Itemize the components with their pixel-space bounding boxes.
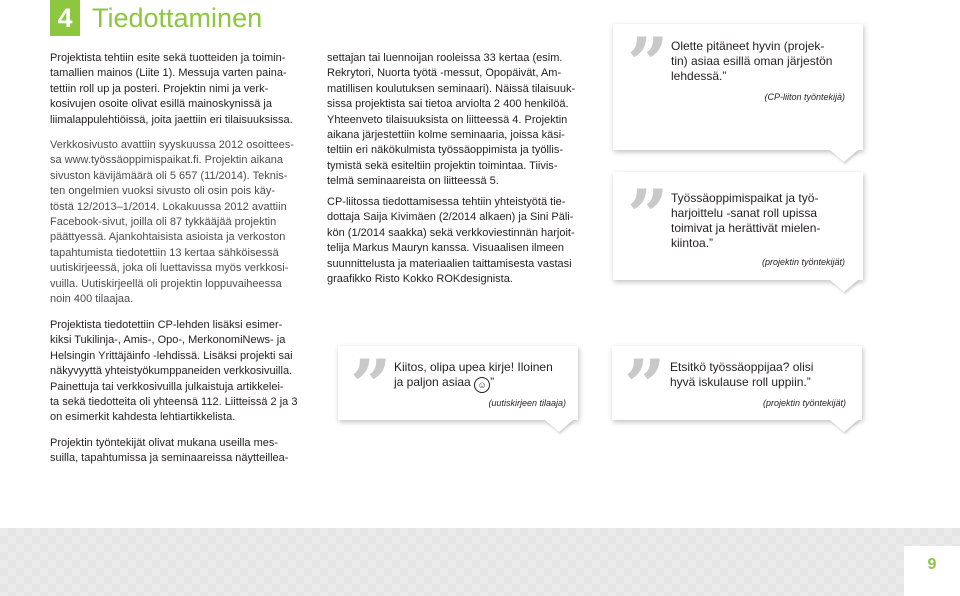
- quote-tail: [830, 420, 858, 432]
- col2-paragraph-1: settajan tai luennoijan rooleissa 33 kertaa (esim. Rekrytori, Nuorta työtä -messut, Opopäivät, Am- matillisen koulutuksen seminaari). Näissä tilaisuuk- sissa projektista sai tietoa arviolta 2 400 henkilöä. Yhteenveto tilaisuuksista on liitteessä 4. Projektin aikana järjestettiin kolme seminaaria, joissa käsi- teltiin eri näkökulmista työssäoppimista ja työllis- tymistä sekä esiteltiin projektin toimintaa. Tiivis- telmä seminaareista on liitteessä 5.: [327, 52, 576, 188]
- quote-tail: [545, 420, 573, 432]
- quote-text: Työssäoppimispaikat ja työ- harjoittelu -sanat roll upissa toimivat ja herättivät mielen- kiintoa.”: [671, 191, 821, 250]
- quote-box-4: [612, 343, 862, 428]
- quote-attribution: (CP-liiton työntekijä): [764, 92, 845, 102]
- quote-box-3: [338, 343, 578, 428]
- quote-text: [394, 360, 553, 393]
- quote-box-2: [613, 172, 863, 280]
- col1-paragraph-2: Verkkosivusto avattiin syyskuussa 2012 osoittees- sa www.työssäoppimispaikat.fi. Projektin aikana sivuston kävijämäärä oli 5 657 (11/2014). Teknis- ten ongelmien vuoksi sivusto oli osin pois käy- töstä 12/2013–1/2014. Lokakuussa 2012 avattiin Facebook-sivut, joilla oli 87 tykkääjää projektin päättyessä. Ajankohtaisista asioista ja verkoston tapahtumista tiedotettiin 13 kertaa sähköisessä uutiskirjeessä, joka oli luettavissa myös verkkosi- vuilla. Uutiskirjeellä oli projektin loppuvaiheessa noin 400 tilaajaa.: [50, 139, 294, 306]
- quote-attribution: (uutiskirjeen tilaaja): [488, 398, 566, 408]
- quote-text-end: ”: [490, 375, 495, 389]
- quote-mark-icon: ”: [627, 21, 669, 106]
- col1-paragraph-3: Projektista tiedotettiin CP-lehden lisäksi esimer- kiksi Tukilinja-, Amis-, Opo-, MerkonomiNews- ja Helsingin Yrittäjäinfo -lehdissä. Lisäksi projekti sai näkyvyyttä yhteistyökumppaneiden verkkosivuilla. Painettuja tai verkkosivuilla julkaistuja artikkelei- ta sekä tiedotteita oli yhteensä 112. Liitteissä 2 ja 3 on esimerkit kahdesta lehtiartikkelista.: [50, 319, 298, 424]
- page-title: Tiedottaminen: [92, 3, 263, 33]
- page-number: 9: [927, 556, 937, 573]
- section-number-badge: 4: [50, 0, 80, 36]
- quote-mark-icon: ”: [624, 343, 666, 428]
- footer-pattern: [0, 528, 960, 596]
- col1-paragraph-4: Projektin työntekijät olivat mukana useilla mes- suilla, tapahtumissa ja seminaareissa näytteillea-: [50, 437, 289, 465]
- smiley-icon: ☺: [474, 377, 490, 393]
- quote-box-1: [613, 21, 863, 150]
- quote-attribution: (projektin työntekijät): [762, 398, 846, 408]
- quote-tail: [830, 150, 858, 162]
- col1-paragraph-1: Projektista tehtiin esite sekä tuotteiden ja toimin- tamallien mainos (Liite 1). Messuja varten paina- tettiin roll up ja posteri. Projektin nimi ja verk- kosivujen osoite olivat esillä mainoskynissä ja liimalappulehtiöissä, joita jaettiin eri tilaisuuksissa.: [50, 52, 293, 126]
- quote-tail: [830, 280, 858, 292]
- quote-attribution: (projektin työntekijät): [761, 257, 845, 267]
- col2-paragraph-2: CP-liitossa tiedottamisessa tehtiin yhteistyötä tie- dottaja Saija Kivimäen (2/2014 alkaen) ja Sini Päli- kön (1/2014 saakka) sekä verkkoviestinnän harjoit- telija Markus Mauryn kanssa. Visuaalisen ilmeen suunnittelusta ja materiaalien taittamisesta vastasi graafikko Risto Kokko ROKdesignista.: [327, 196, 575, 286]
- quote-mark-icon: ”: [627, 173, 669, 258]
- quote-text: Olette pitäneet hyvin (projek- tin) asiaa esillä oman järjestön lehdessä.”: [671, 39, 833, 83]
- quote-text-main: Kiitos, olipa upea kirje! Iloinen ja paljon asiaa: [394, 360, 553, 389]
- quote-text: Etsitkö työssäoppijaa? olisi hyvä iskulause roll uppiin.”: [670, 360, 814, 389]
- quote-mark-icon: ”: [350, 343, 392, 428]
